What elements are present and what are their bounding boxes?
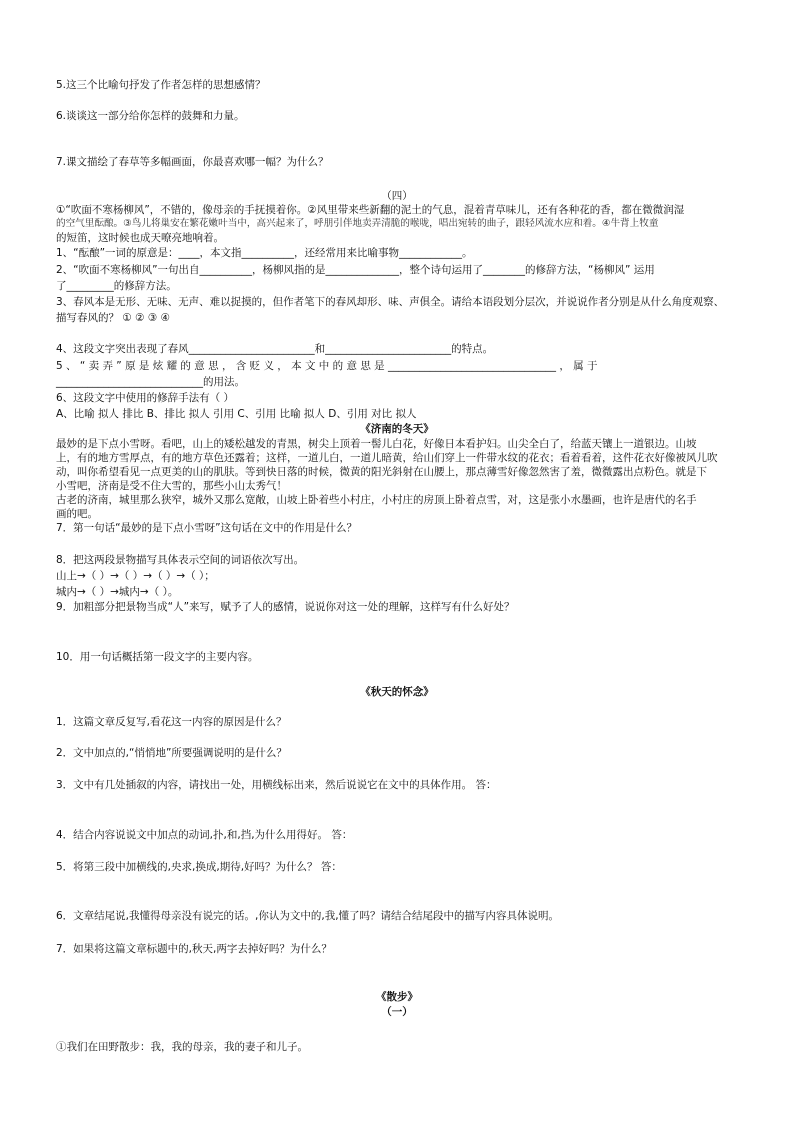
section-title: 《秋天的怀念》: [360, 686, 434, 698]
passage-line: 上，有的地方雪厚点，有的地方草色还露着；这样，一道儿白，一道儿暗黄，给山们穿上一件带水纹的花衣；看着看着，这件花衣好像被风儿吹: [56, 452, 718, 464]
question-1: 1．这篇文章反复写,看花这一内容的原因是什么？: [56, 716, 287, 728]
question-3: 3．文中有几处插叙的内容，请找出一处，用横线标出来，然后说说它在文中的具体作用。 答：: [56, 779, 497, 791]
passage-line: 小雪吧，济南是受不住大雪的，那些小山太秀气！: [56, 480, 287, 492]
question-6: 6.谈谈这一部分给你怎样的鼓舞和力量。: [56, 110, 245, 122]
section-title: 《济南的冬天》: [360, 423, 434, 435]
question-8-a: 山上→（ ）→（ ）→（ ）→（ ）；: [56, 570, 215, 582]
question-7: 7.课文描绘了春草等多幅画面，你最喜欢哪一幅？为什么？: [56, 156, 329, 168]
question-6: 6、这段文字中使用的修辞手法有（ ）: [56, 392, 235, 404]
passage-line: 古老的济南，城里那么狭窄，城外又那么宽敞，山坡上卧着些小村庄，小村庄的房顶上卧着点雪，对，这是张小水墨画，也许是唐代的名手: [56, 494, 697, 506]
question-3: 3、春风本是无形、无味、无声、难以捉摸的，但作者笔下的春风却形、味、声俱全。请给本语段划分层次，并说说作者分别是从什么角度观察、: [56, 296, 725, 308]
question-8: 8．把这两段景物描写具体表示空间的词语依次写出。: [56, 554, 305, 566]
question-5-cont: ____________________________的用法。: [56, 376, 245, 388]
passage-line: ①我们在田野散步：我，我的母亲，我的妻子和儿子。: [56, 1041, 308, 1053]
question-2: 2．文中加点的,“悄悄地”所要强调说明的是什么？: [56, 747, 287, 759]
question-3-cont: 描写春风的？ ① ② ③ ④: [56, 312, 171, 324]
passage-line: 的短笛，这时候也成天嘹亮地响着。: [56, 232, 224, 244]
question-1: 1、“酝酿”一词的原意是：____，本文指__________，还经常用来比喻事物____________。: [56, 247, 473, 259]
question-4: 4．结合内容说说文中加点的动词,扑,和,挡,为什么用得好。 答：: [56, 829, 353, 841]
question-7: 7．如果将这篇文章标题中的,秋天,两字去掉好吗？为什么？: [56, 943, 332, 955]
question-7: 7．第一句话“最妙的是下点小雪呀”这句话在文中的作用是什么？: [56, 522, 358, 534]
question-6: 6．文章结尾说,我懂得母亲没有说完的话。,你认为文中的,我,懂了吗？请结合结尾段中的描写内容具体说明。: [56, 910, 560, 922]
question-8-b: 城内→（ ）→城内→（ ）。: [56, 586, 179, 598]
section-heading: （四）: [381, 190, 413, 202]
section-subheading: （一）: [381, 1006, 413, 1018]
question-4: 4、这段文字突出表现了春风________________________和________________________的特点。: [56, 343, 494, 355]
passage-line: 动，叫你希望看见一点更美的山的肌肤。等到快日落的时候，微黄的阳光斜射在山腰上，那点薄雪好像忽然害了羞，微微露出点粉色。就是下: [56, 466, 707, 478]
passage-line: 的空气里酝酿。③鸟儿将巢安在繁花嫩叶当中，高兴起来了，呼朋引伴地卖弄清脆的喉咙，唱出宛转的曲子，跟轻风流水应和着。④牛背上牧童: [56, 218, 659, 229]
question-2-cont: 了_________的修辞方法。: [56, 280, 177, 292]
question-9: 9．加粗部分把景物当成“人”来写，赋予了人的感情，说说你对这一处的理解，这样写有什么好处？: [56, 601, 515, 613]
passage-line: 画的吧。: [56, 508, 98, 520]
question-10: 10．用一句话概括第一段文字的主要内容。: [56, 651, 259, 663]
question-6-options: A、比喻 拟人 排比 B、排比 拟人 引用 C、引用 比喻 拟人 D、引用 对比 拟人: [56, 408, 417, 420]
question-5: 5 、 “ 卖 弄 ” 原 是 炫 耀 的 意 思 ， 含 贬 义 ， 本 文 中 的 意 思 是 ________________________________ ， 属 于: [56, 360, 598, 372]
question-5: 5．将第三段中加横线的,央求,换成,期待,好吗？为什么？ 答：: [56, 861, 342, 873]
section-title: 《散步》: [376, 991, 418, 1003]
question-2: 2、“吹面不寒杨柳风”一句出自__________，杨柳风指的是______________，整个诗句运用了________的修辞方法，“杨柳风” 运用: [56, 264, 655, 276]
question-5: 5.这三个比喻句抒发了作者怎样的思想感情？: [56, 79, 266, 91]
passage-line: ①“吹面不寒杨柳风”，不错的，像母亲的手抚摸着你。②风里带来些新翻的泥土的气息，混着青草味儿，还有各种花的香，都在微微润湿: [56, 204, 685, 216]
passage-line: 最妙的是下点小雪呀。看吧，山上的矮松越发的青黑，树尖上顶着一髻儿白花，好像日本看护妇。山尖全白了，给蓝天镶上一道银边。山坡: [56, 438, 697, 450]
